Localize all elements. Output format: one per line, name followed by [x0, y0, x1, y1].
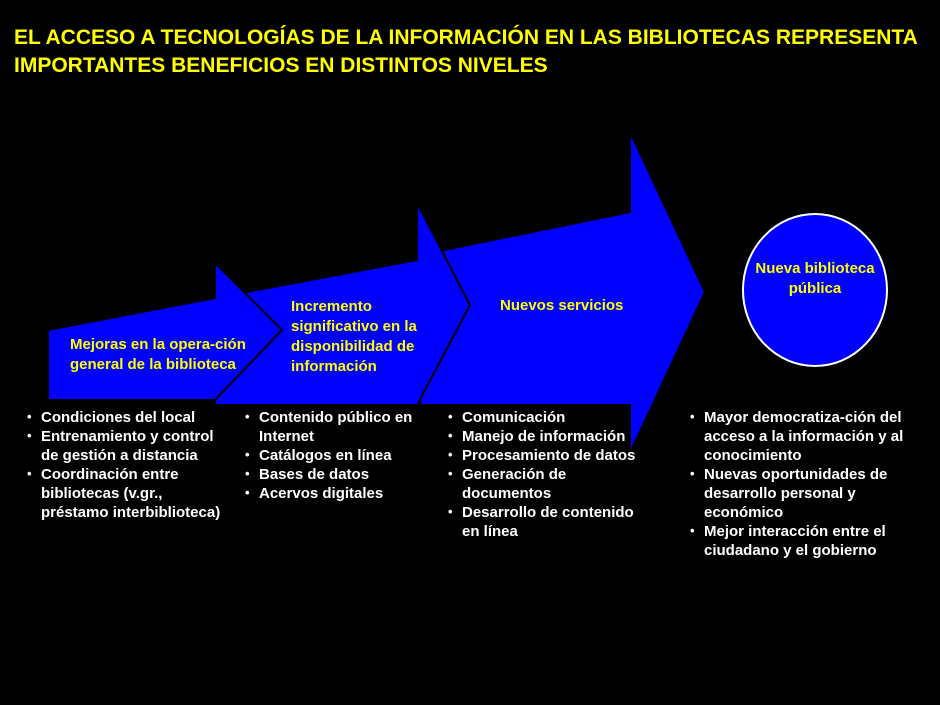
list-item: • Coordinación entre bibliotecas (v.gr., préstamo interbiblioteca)	[25, 465, 225, 522]
list-item: • Entrenamiento y control de gestión a distancia	[25, 427, 225, 465]
list-item: • Contenido público en Internet	[243, 408, 428, 446]
list-item: • Desarrollo de contenido en línea	[446, 503, 636, 541]
slide-title: EL ACCESO A TECNOLOGÍAS DE LA INFORMACIÓN EN LAS BIBLIOTECAS REPRESENTA IMPORTANTES BENEFICIOS EN DISTINTOS NIVELES	[14, 26, 918, 77]
bullet-list-nuevos-servicios	[446, 408, 636, 541]
stage-label-incremento: Incremento significativo en la disponibilidad de información	[291, 298, 417, 375]
list-item: • Acervos digitales	[243, 484, 428, 503]
stage-label-nuevos-servicios: Nuevos servicios	[500, 297, 624, 314]
list-item: • Generación de documentos	[446, 465, 636, 503]
list-item: • Manejo de información	[446, 427, 636, 446]
bullet-list-outcome	[688, 408, 913, 560]
list-item: • Catálogos en línea	[243, 446, 428, 465]
list-item: • Condiciones del local	[25, 408, 225, 427]
list-item: • Bases de datos	[243, 465, 428, 484]
bullet-list-incremento	[243, 408, 428, 503]
list-item: • Mayor democratiza-ción del acceso a la información y al conocimiento	[688, 408, 913, 465]
bullet-list-mejoras	[25, 408, 225, 522]
list-item: • Mejor interacción entre el ciudadano y el gobierno	[688, 522, 913, 560]
outcome-label: Nueva biblioteca pública	[755, 260, 875, 297]
stage-label-mejoras: Mejoras en la opera-ción general de la biblioteca	[70, 336, 246, 373]
list-item: • Procesamiento de datos	[446, 446, 636, 465]
list-item: • Comunicación	[446, 408, 636, 427]
list-item: • Nuevas oportunidades de desarrollo personal y económico	[688, 465, 913, 522]
